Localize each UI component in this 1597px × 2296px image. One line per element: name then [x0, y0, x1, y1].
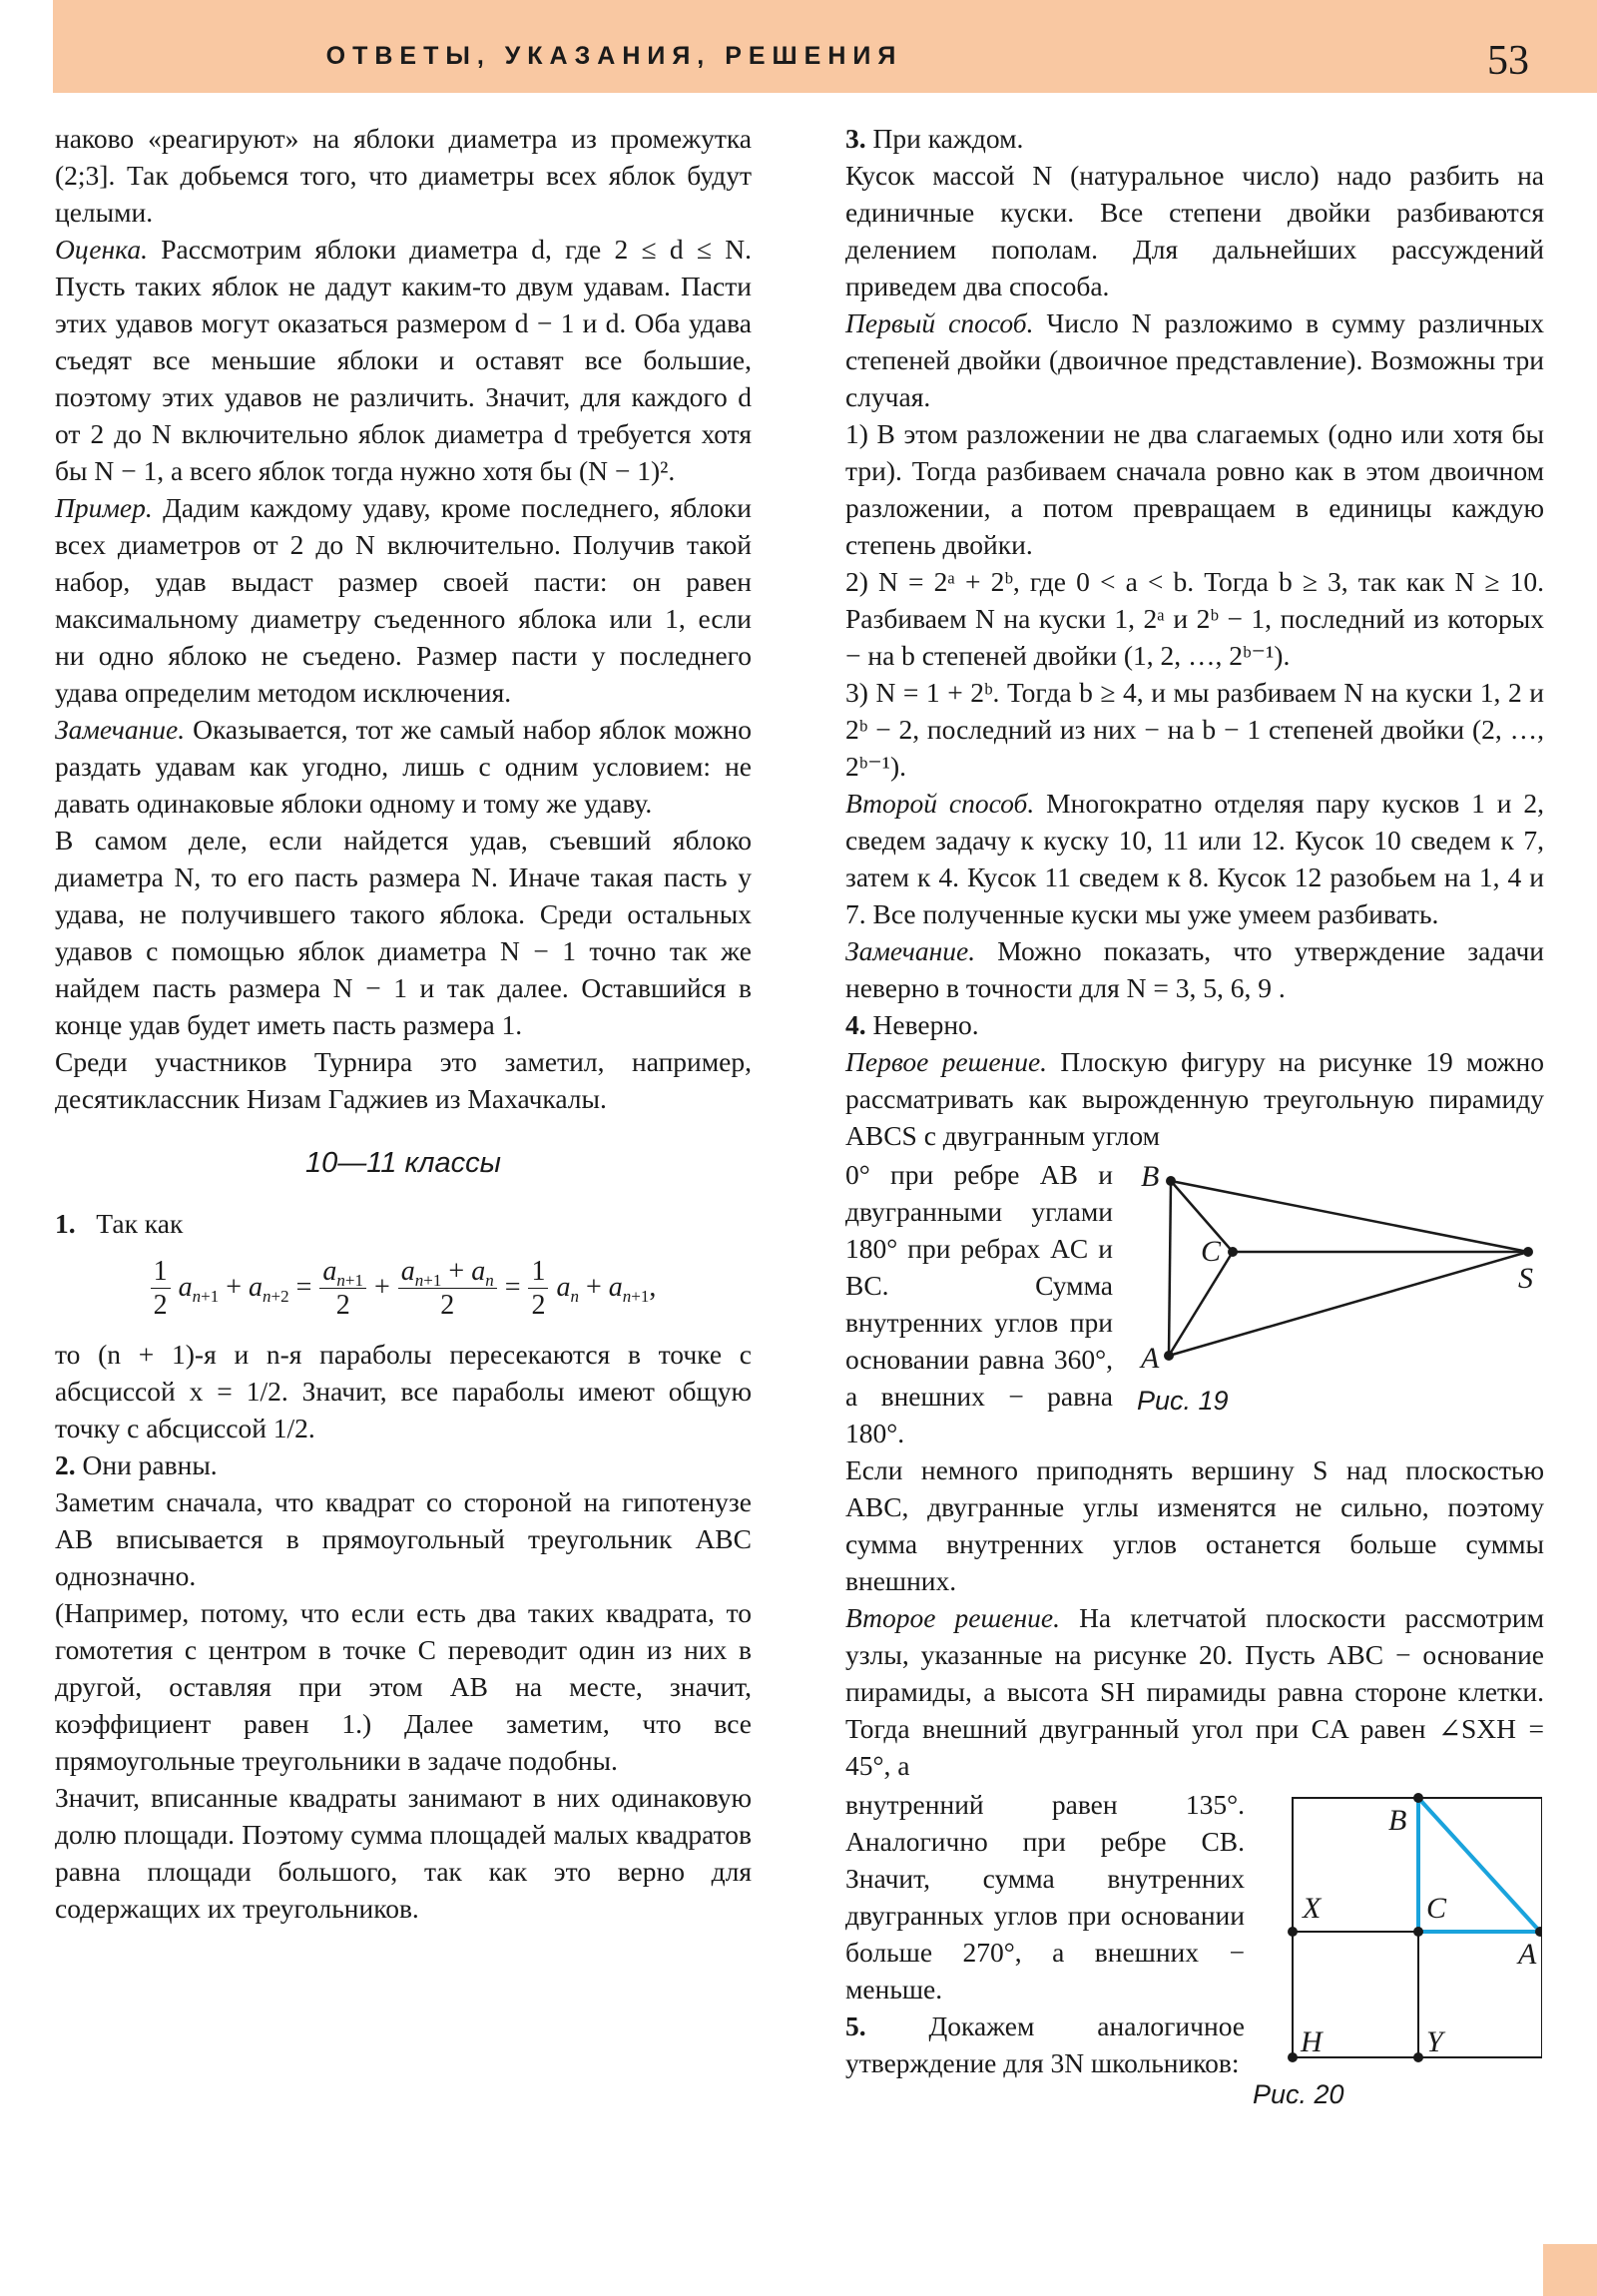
text-way2: Многократно отделяя пару кусков 1 и 2, сведем задачу к куску 10, 11 или 12. Кусок 10 сведем к 7, затем к 4. Кусок 11 сведем к 8. Кусок 12 разобьем на 1, 4 и 7. Все полученные куски мы уже умеем разбивать.	[845, 788, 1544, 929]
text-solution-2: На клетчатой плоскости рассмотрим узлы, указанные на рисунке 20. Пусть ABC − основание пирамиды, а высота SH пирамиды равна стороне клетки. Тогда внешний двугранный угол при CA равен ∠SXH = 45°, а	[845, 1602, 1545, 1781]
label-way1: Первый способ.	[845, 307, 1034, 338]
problem-5-number: 5.	[845, 2010, 866, 2041]
case-3: 3) N = 1 + 2ᵇ. Тогда b ≥ 4, и мы разбиваем N на куски 1, 2 и 2ᵇ − 2, последний из них − на b − 1 степеней двойки (2, …, 2ᵇ⁻¹).	[845, 677, 1544, 782]
figure-19-caption: Рис. 19	[1137, 1386, 1229, 1416]
text-example: Дадим каждому удаву, кроме последнего, яблоки всех диаметров от 2 до N включительно. Получив такой набор, удав выдаст размер своей пасти: он равен максимальному диаметру съеденного яблока или 1, если ни одно яблоко не съедено. Размер пасти у последнего удава определим методом исключения.	[55, 492, 752, 708]
problem-5-body: Докажем аналогичное утверждение для 3N школьников:	[845, 2010, 1245, 2078]
page-number: 53	[1487, 38, 1529, 84]
label-way2: Второй способ.	[845, 788, 1035, 819]
right-column	[845, 120, 1544, 2115]
formula-parabola: $\frac{1}{2}$ $a_{n+1} + a_{n+2}$ = $\frac{a_{n+1}}{2}$ + $\frac{a_{n+1} + a_n}{2}$ = $\frac{1}{2}$ $a_n + a_{n+1}$,	[55, 1248, 752, 1328]
paragraph-turnir: Среди участников Турнира это заметил, например, десятиклассник Низам Гаджиев из Махачкалы.	[55, 1046, 752, 1114]
vertex-b	[1166, 1176, 1176, 1186]
node-h	[1288, 2052, 1298, 2062]
text-remark-3: Можно показать, что утверждение задачи неверно в точности для N = 3, 5, 6, 9 .	[845, 935, 1544, 1003]
section-title: 10—11 классы	[305, 1147, 501, 1179]
problem-2-paragraph: Заметим сначала, что квадрат со стороной на гипотенузе AB вписывается в прямоугольный треугольник ABC однозначно.	[55, 1486, 752, 1591]
problem-3-number: 3.	[845, 123, 866, 154]
figure-19-block	[845, 1156, 1544, 1451]
node-y	[1413, 2052, 1423, 2062]
formula-frac: $\frac{a_{n+1} + a_n}{2}$	[398, 1255, 497, 1322]
label-x: X	[1303, 1892, 1322, 1925]
label-example: Пример.	[55, 492, 153, 523]
formula-frac: $\frac{1}{2}$	[528, 1255, 548, 1322]
text-solution-1: Плоскую фигуру на рисунке 19 можно рассматривать как вырожденную треугольную пирамиду ABCS с двугранным углом	[845, 1046, 1544, 1151]
paragraph-example	[55, 489, 752, 711]
label-b: B	[1141, 1160, 1160, 1193]
node-b	[1413, 1793, 1423, 1803]
label-h: H	[1301, 2025, 1323, 2058]
problem-3-paragraph: Кусок массой N (натуральное число) надо разбить на единичные куски. Все степени двойки разбиваются делением пополам. Для дальнейших рассуждений приведем два способа.	[845, 160, 1544, 301]
solution-1-continuation: Если немного приподнять вершину S над плоскостью ABC, двугранные углы изменятся не сильно, поэтому сумма внутренних углов останется больше суммы внешних.	[845, 1454, 1544, 1596]
text-remark: Оказывается, тот же самый набор яблок можно раздать удавам как угодно, лишь с одним условием: не давать одинаковые яблоки одному и тому же удаву.	[55, 714, 753, 819]
problem-1-lead: Так как	[96, 1208, 184, 1239]
paragraph-solution-2	[845, 1599, 1544, 1784]
paragraph-way1	[845, 304, 1544, 415]
label-a: A	[1518, 1938, 1537, 1971]
label-b: B	[1388, 1804, 1407, 1837]
label-remark-3: Замечание.	[845, 935, 976, 966]
problem-1-conclusion: то (n + 1)-я и n-я параболы пересекаются в точке с абсциссой x = 1/2. Значит, все параболы имеют общую точку с абсциссой 1/2.	[55, 1339, 752, 1443]
node-x	[1288, 1927, 1298, 1937]
formula-frac: $\frac{1}{2}$	[151, 1255, 171, 1322]
figure-20-drawing	[1253, 1786, 1542, 2115]
label-c: C	[1426, 1892, 1447, 1925]
problem-1-number: 1.	[55, 1208, 76, 1239]
formula-frac: $\frac{a_{n+1}}{2}$	[319, 1255, 366, 1322]
paragraph-solution-1	[845, 1043, 1544, 1154]
paragraph-estimate	[55, 231, 752, 489]
text-way1: Число N разложимо в сумму различных степеней двойки (двоичное представление). Возможны три случая.	[845, 307, 1544, 412]
corner-tab	[1543, 2244, 1597, 2296]
problem-4-answer: Неверно.	[872, 1009, 979, 1040]
paragraph-intro: наково «реагируют» на яблоки диаметра из промежутка (2;3]. Так добьемся того, что диаметры всех яблок будут целыми.	[55, 123, 752, 228]
problem-3-answer: При каждом.	[872, 123, 1024, 154]
label-solution-2: Второе решение.	[845, 1602, 1060, 1633]
case-1: 1) В этом разложении не два слагаемых (одно или хотя бы три). Тогда разбиваем сначала ровно как в этом двоичном разложении, а потом превращаем в единицы каждую степень двойки.	[845, 418, 1544, 560]
problem-2-answer: Они равны.	[82, 1449, 218, 1480]
case-2: 2) N = 2ᵃ + 2ᵇ, где 0 < a < b. Тогда b ≥ 3, так как N ≥ 10. Разбиваем N на куски 1, 2ᵃ и 2ᵇ − 1, последний из которых − на b степеней двойки (1, 2, …, 2ᵇ⁻¹).	[845, 566, 1544, 671]
figure-20-block	[845, 1786, 1544, 2115]
node-c	[1413, 1927, 1423, 1937]
paragraph-remark-3	[845, 932, 1544, 1006]
problem-4-heading	[845, 1006, 1544, 1043]
problem-1-heading	[55, 1205, 752, 1242]
problem-2-number: 2.	[55, 1449, 76, 1480]
vertex-a	[1164, 1351, 1174, 1361]
label-solution-1: Первое решение.	[845, 1046, 1048, 1077]
problem-4-number: 4.	[845, 1009, 866, 1040]
figure-20-caption: Рис. 20	[1253, 2079, 1344, 2109]
problem-2-paragraph: Значит, вписанные квадраты занимают в них одинаковую долю площади. Поэтому сумма площадей малых квадратов равна площади большого, так как это верно для содержащих их треугольников.	[55, 1782, 752, 1924]
paragraph-indeed: В самом деле, если найдется удав, съевший яблоко диаметра N, то его пасть размера N. Иначе такая пасть у удава, не получившего такого яблока. Среди остальных удавов с помощью яблок диаметра N − 1 точно так же найдем пасть размера N − 1 и так далее. Оставшийся в конце удав будет иметь пасть размера 1.	[55, 825, 752, 1040]
label-y: Y	[1426, 2025, 1443, 2058]
paragraph-way2	[845, 785, 1544, 932]
vertex-s	[1523, 1247, 1533, 1257]
figure-19-drawing	[1127, 1156, 1544, 1426]
solution-1-wrapped-text: 0° при ребре AB и двугранными углами 180° при ребрах AC и BC. Сумма внутренних углов при основании равна 360°, а внешних − равна 180°.	[845, 1159, 1113, 1448]
label-remark: Замечание.	[55, 714, 186, 745]
problem-2-paragraph: (Например, потому, что если есть два таких квадрата, то гомотетия с центром в точке C переводит один из них в другой, оставляя при этом AB на месте, значит, коэффициент равен 1.) Далее заметим, что все прямоугольные треугольники в задаче подобны.	[55, 1597, 752, 1776]
text-estimate: Рассмотрим яблоки диаметра d, где 2 ≤ d ≤ N. Пусть таких яблок не дадут каким-то двум удавам. Пасти этих удавов могут оказаться размером d − 1 и d. Оба удава съедят все меньшие яблоки и оставят все большие, поэтому этих удавов не различить. Значит, для каждого d от 2 до N включительно яблок диаметра d требуется хотя бы N − 1, а всего яблок тогда нужно хотя бы (N − 1)².	[55, 234, 752, 486]
figure-20	[1253, 1786, 1542, 2115]
running-head: ОТВЕТЫ, УКАЗАНИЯ, РЕШЕНИЯ	[325, 42, 903, 70]
label-estimate: Оценка.	[55, 234, 148, 265]
label-s: S	[1518, 1262, 1533, 1295]
figure-19	[1127, 1156, 1544, 1426]
figure-20-left-text	[845, 1786, 1245, 2115]
problem-5-text	[845, 2008, 1245, 2081]
edge-ab	[1169, 1181, 1171, 1356]
solution-2-wrapped-text: внутренний равен 135°. Аналогично при ребре CB. Значит, сумма внутренних двугранных углов при основании больше 270°, а внешних − меньше.	[845, 1789, 1245, 2005]
label-c: C	[1201, 1235, 1222, 1268]
problem-3-heading	[845, 120, 1544, 157]
problem-2-heading	[55, 1446, 752, 1483]
label-a: A	[1141, 1342, 1160, 1375]
paragraph-remark	[55, 711, 752, 822]
left-column	[55, 120, 752, 1927]
vertex-c	[1228, 1247, 1238, 1257]
